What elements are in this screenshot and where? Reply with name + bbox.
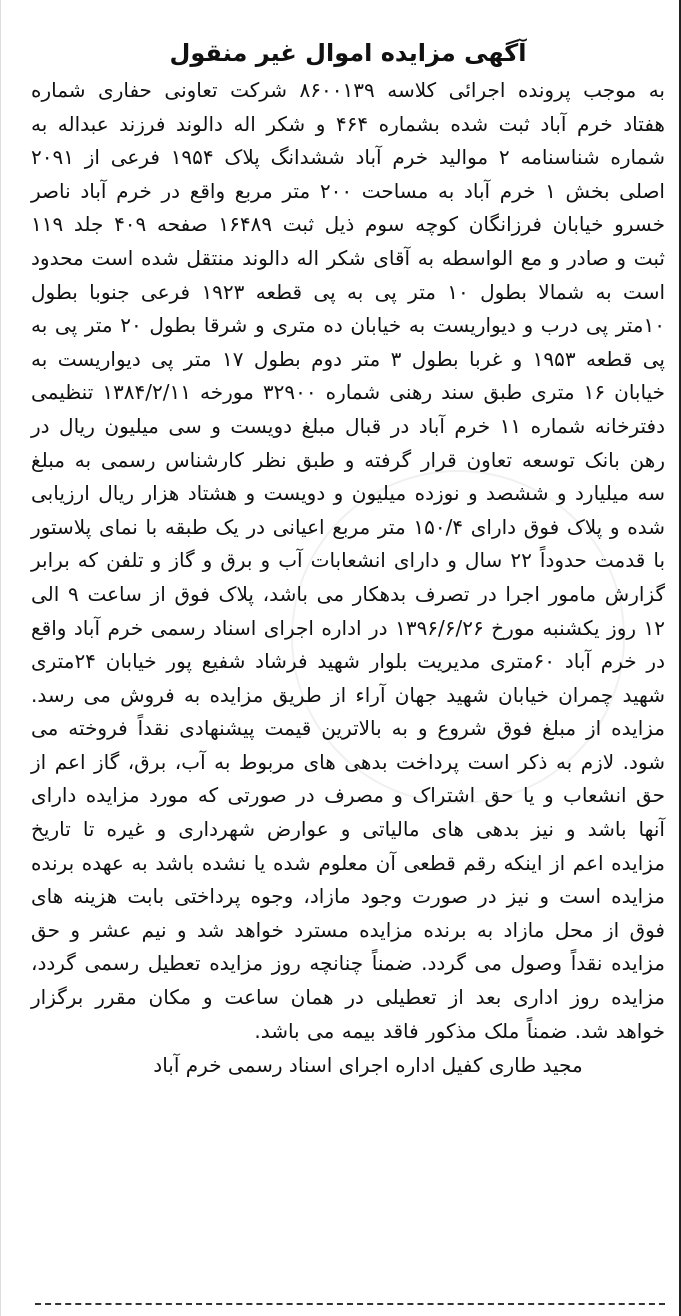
notice-body: به موجب پرونده اجرائی کلاسه ۸۶۰۰۱۳۹ شرکت تعاونی حفاری شماره هفتاد خرم آباد ثبت شده بشماره ۴۶۴ و شکر اله دالوند فرزند عبداله به شماره شناسنامه ۲ موالید خرم آباد ششدانگ پلاک ۱۹۵۴ فرعی از ۲۰۹۱ اصلی بخش ۱ خرم آباد به مساحت ۲۰۰ متر مربع واقع در خرم آباد ناصر خسرو خیابان فرزانگان کوچه سوم ذیل ثبت ۱۶۴۸۹ صفحه ۴۰۹ جلد ۱۱۹ ثبت و صادر و مع الواسطه به آقای شکر اله دالوند منتقل شده است محدود است به شمالا بطول ۱۰ متر پی به پی قطعه ۱۹۲۳ فرعی جنوبا بطول ۱۰متر پی درب و دیواریست به خیابان ده متری و شرقا بطول ۲۰ متر پی به پی قطعه ۱۹۵۳ و غربا بطول ۳ متر دوم بطول ۱۷ متر پی دیواریست به خیابان ۱۶ متری طبق سند رهنی شماره ۳۲۹۰۰ مورخه ۱۳۸۴/۲/۱۱ تنظیمی دفترخانه شماره ۱۱ خرم آباد در قبال مبلغ دویست و سی میلیون ریال در رهن بانک توسعه تعاون قرار گرفته و طبق نظر کارشناس رسمی به مبلغ سه میلیارد و ششصد و نوزده میلیون و دویست و هشتاد هزار ریال ارزیابی شده و پلاک فوق دارای ۱۵۰/۴ متر مربع اعیانی در یک طبقه با نمای پلاستور با قدمت حدوداً ۲۲ سال و دارای انشعابات آب و برق و گاز و تلفن که برابر گزارش مامور اجرا در تصرف بدهکار می باشد، پلاک فوق از ساعت ۹ الی ۱۲ روز یکشنبه مورخ ۱۳۹۶/۶/۲۶ در اداره اجرای اسناد رسمی خرم آباد واقع در خرم آباد ۶۰متری مدیریت بلوار شهید فرشاد شفیع پور خیابان ۲۴متری شهید چمران خیابان شهید جهان آراء از طریق مزایده به فروش می رسد. مزایده از مبلغ فوق شروع و به بالاترین قیمت پیشنهادی نقداً فروخته می شود. لازم به ذکر است پرداخت بدهی های مربوط به آب، برق، گاز اعم از حق انشعاب و یا حق اشتراک و مصرف در صورتی که مورد مزایده دارای آنها باشد و نیز بدهی های مالیاتی و عوارض شهرداری و غیره تا تاریخ مزایده اعم از اینکه رقم قطعی آن معلوم شده یا نشده باشد به عهده برنده مزایده است و نیز در صورت وجود مازاد، وجوه پرداختی بابت هزینه های فوق از محل مازاد به برنده مزایده مسترد خواهد شد و نیم عشر و حق مزایده نقداً وصول می گردد. ضمناً چنانچه روز مزایده تعطیل رسمی گردد، مزایده روز اداری بعد از تعطیلی در همان ساعت و مکان مقرر برگزار خواهد شد. ضمناً ملک مذکور فاقد بیمه می باشد.	[31, 78, 666, 1043]
auction-notice	[31, 36, 665, 1082]
notice-title: آگهی مزایده اموال غیر منقول	[169, 39, 527, 67]
bottom-dashed-divider	[35, 1303, 665, 1305]
notice-signature: مجید طاری کفیل اداره اجرای اسناد رسمی خرم آباد	[153, 1053, 583, 1078]
